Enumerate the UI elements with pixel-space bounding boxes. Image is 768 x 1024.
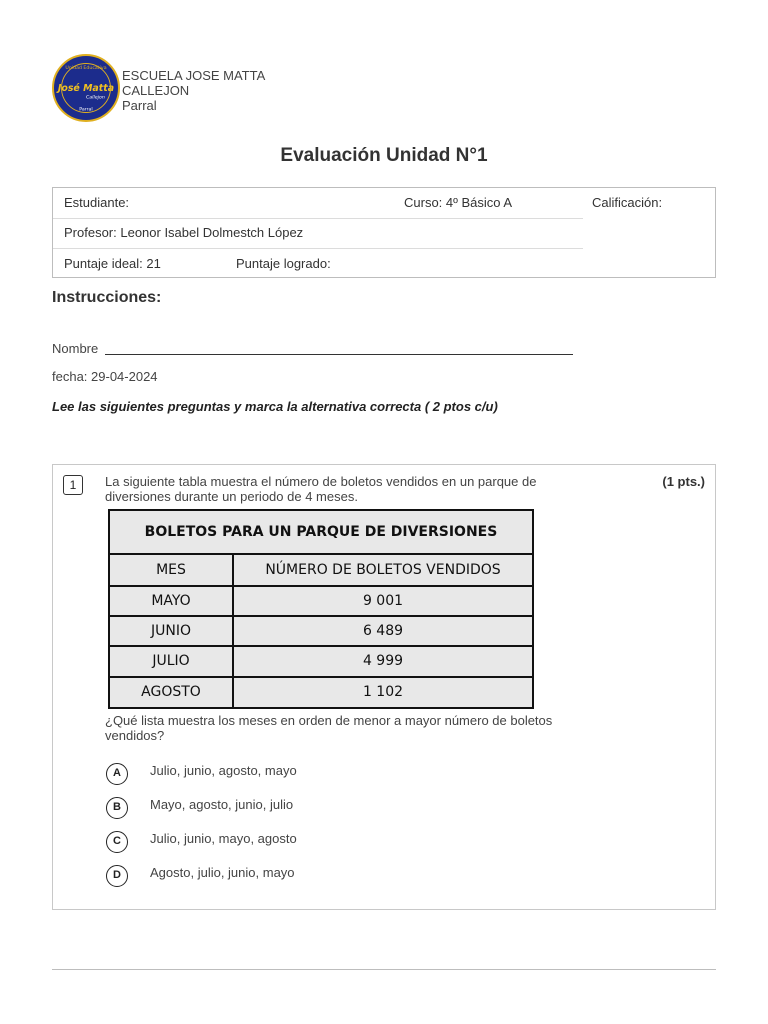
table-cell-mes: JULIO xyxy=(109,646,233,676)
table-cell-valor: 6 489 xyxy=(233,616,533,646)
puntaje-logrado-label: Puntaje logrado: xyxy=(236,256,331,271)
option-b-text: Mayo, agosto, junio, julio xyxy=(150,797,294,812)
question-points: (1 pts.) xyxy=(662,474,705,489)
option-c-text: Julio, junio, mayo, agosto xyxy=(150,831,297,846)
nombre-field[interactable] xyxy=(105,354,573,355)
puntaje-ideal-label: Puntaje ideal: 21 xyxy=(64,256,161,271)
school-name xyxy=(122,68,265,113)
nombre-label: Nombre xyxy=(52,341,99,356)
table-caption: BOLETOS PARA UN PARQUE DE DIVERSIONES xyxy=(109,510,533,554)
table-cell-valor: 4 999 xyxy=(233,646,533,676)
page-title: Evaluación Unidad N°1 xyxy=(280,145,488,166)
footer-divider xyxy=(52,969,716,970)
option-a-text: Julio, junio, agosto, mayo xyxy=(150,763,297,778)
option-d-text: Agosto, julio, junio, mayo xyxy=(150,865,295,880)
school-line3: Parral xyxy=(122,98,157,113)
info-divider xyxy=(53,248,583,249)
question-text: La siguiente tabla muestra el número de boletos vendidos en un parque de diversiones durante un periodo de 4 meses. xyxy=(105,474,537,504)
school-line1: ESCUELA JOSE MATTA xyxy=(122,68,266,83)
option-c[interactable] xyxy=(106,831,128,853)
curso-label: Curso: 4º Básico A xyxy=(404,195,513,210)
table-cell-mes: AGOSTO xyxy=(109,677,233,708)
logo-line1: José Matta xyxy=(57,82,115,94)
option-a[interactable] xyxy=(106,763,128,785)
table-cell-valor: 9 001 xyxy=(233,586,533,616)
question-prompt: ¿Qué lista muestra los meses en orden de menor a mayor número de boletos vendidos? xyxy=(105,713,553,743)
question-number: 1 xyxy=(63,475,83,495)
option-d[interactable] xyxy=(106,865,128,887)
tickets-table xyxy=(108,509,534,709)
fecha-text: fecha: 29-04-2024 xyxy=(52,369,158,384)
logo-ring-bottom: Parral xyxy=(79,107,93,113)
instrucciones-heading: Instrucciones: xyxy=(52,289,162,306)
table-header-boletos: NÚMERO DE BOLETOS VENDIDOS xyxy=(233,554,533,585)
logo-ring-top: Unidad Educativa xyxy=(65,66,107,72)
student-info-table xyxy=(52,187,716,278)
info-divider xyxy=(53,218,583,219)
table-cell-valor: 1 102 xyxy=(233,677,533,708)
option-b[interactable] xyxy=(106,797,128,819)
estudiante-label: Estudiante: xyxy=(64,195,130,210)
profesor-label: Profesor: Leonor Isabel Dolmestch López xyxy=(64,225,304,240)
calificacion-label: Calificación: xyxy=(592,195,663,210)
option-c-circle[interactable]: C xyxy=(106,831,128,853)
option-b-circle[interactable]: B xyxy=(106,797,128,819)
option-d-circle[interactable]: D xyxy=(106,865,128,887)
school-line2: CALLEJON xyxy=(122,83,190,98)
instruction-text: Lee las siguientes preguntas y marca la alternativa correcta ( 2 ptos c/u) xyxy=(52,399,498,414)
table-header-mes: MES xyxy=(109,554,233,585)
logo-line2: Callejon xyxy=(86,95,105,101)
school-logo xyxy=(52,54,120,122)
table-cell-mes: JUNIO xyxy=(109,616,233,646)
table-cell-mes: MAYO xyxy=(109,586,233,616)
option-a-circle[interactable]: A xyxy=(106,763,128,785)
